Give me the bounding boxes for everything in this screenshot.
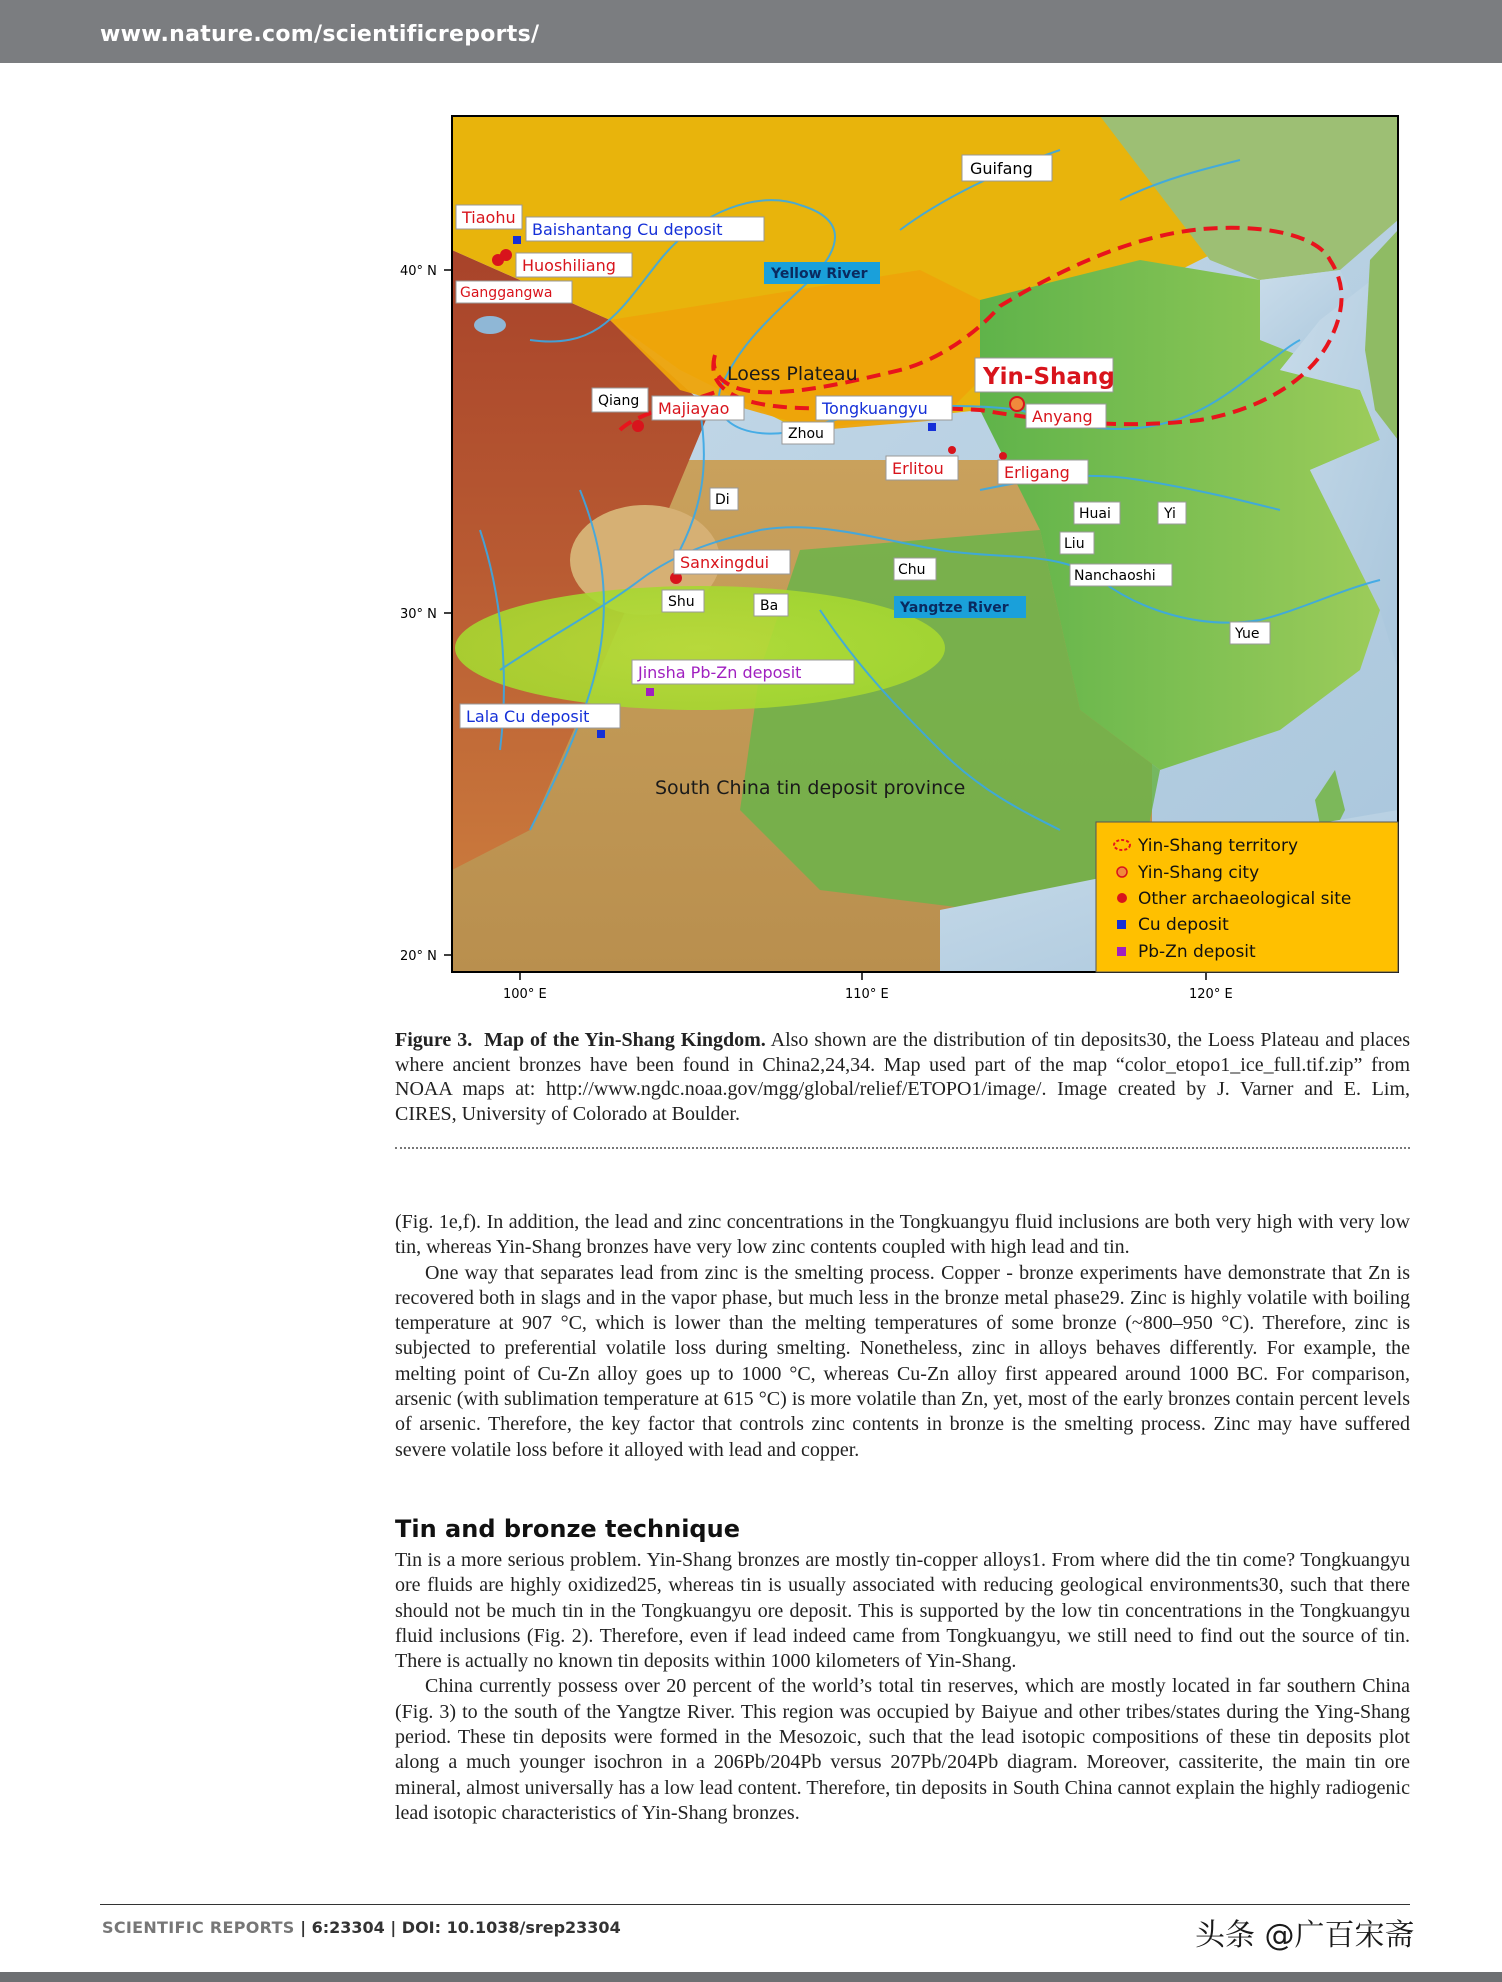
label-huai: Huai <box>1079 506 1111 522</box>
label-zhou: Zhou <box>788 426 824 442</box>
label-huoshiliang: Huoshiliang <box>522 256 616 275</box>
caption-text: Also shown are the distribution of tin deposits30, the Loess Plateau and places where ancient bronzes have been found in China2,24,34. Map used part of the map “color_etopo1_ice_full.tif.zip” from NOAA maps at: http://www.ngdc.noaa.gov/mgg/global/relief/ETOPO1/image/. Image created by J. Varner and E. Lim, CIRES, University of Colorado at Boulder. <box>395 1029 1410 1125</box>
label-chu: Chu <box>898 562 926 578</box>
label-ganggangwa: Ganggangwa <box>460 285 553 301</box>
label-tiaohu: Tiaohu <box>462 208 516 227</box>
legend-pbzn: Pb-Zn deposit <box>1138 942 1256 962</box>
axis-lat-20: 20° N <box>400 949 437 964</box>
axis-lon-110: 110° E <box>845 987 889 1002</box>
jinsha-marker <box>646 688 654 696</box>
footer-citation <box>102 1918 621 1937</box>
axis-lat-30: 30° N <box>400 607 437 622</box>
bottom-bar <box>0 1972 1502 1982</box>
huoshiliang-marker <box>500 249 512 261</box>
label-guifang: Guifang <box>970 159 1033 178</box>
footer-doi: | 6:23304 | DOI: 10.1038/srep23304 <box>294 1918 621 1937</box>
label-loess-plateau: Loess Plateau <box>727 363 858 385</box>
label-nanchaoshi: Nanchaoshi <box>1074 568 1156 584</box>
label-yi: Yi <box>1164 506 1176 522</box>
baishantang-marker <box>513 236 521 244</box>
label-baishantang: Baishantang Cu deposit <box>532 220 723 239</box>
footer-journal: SCIENTIFIC REPORTS <box>102 1918 295 1937</box>
label-yin-shang: Yin-Shang <box>983 364 1115 390</box>
majiayao-marker <box>632 420 644 432</box>
axis-lat-40: 40° N <box>400 264 437 279</box>
legend-other-site: Other archaeological site <box>1138 889 1352 909</box>
label-erlitou: Erlitou <box>892 459 944 478</box>
map-legend <box>1096 822 1398 972</box>
tongkuangyu-marker <box>928 423 936 431</box>
label-majiayao: Majiayao <box>658 399 730 418</box>
anyang-marker <box>1010 397 1024 411</box>
label-anyang: Anyang <box>1032 407 1093 426</box>
erlitou-marker <box>948 446 956 454</box>
label-sanxingdui: Sanxingdui <box>680 553 770 572</box>
label-yellow-river: Yellow River <box>771 266 868 282</box>
legend-cu: Cu deposit <box>1138 915 1229 935</box>
label-tongkuangyu: Tongkuangyu <box>822 399 928 418</box>
label-erligang: Erligang <box>1004 463 1070 482</box>
label-liu: Liu <box>1064 536 1085 552</box>
header-bar <box>0 0 1502 63</box>
caption-title: Map of the Yin-Shang Kingdom. <box>484 1029 766 1051</box>
label-di: Di <box>715 492 730 508</box>
label-tin-province: South China tin deposit province <box>655 777 966 799</box>
axis-lon-100: 100° E <box>503 987 547 1002</box>
journal-url[interactable]: www.nature.com/scientificreports/ <box>100 22 540 47</box>
caption-label: Figure 3. <box>395 1029 473 1051</box>
paragraph-2: One way that separates lead from zinc is the smelting process. Copper - bronze experiments have demonstrate that Zn is recovered both in slags and in the vapor phase, but much less in the bronze metal phase29. Zinc is highly volatile with boiling temperature at 907 °C, which is lower than the melting temperatures of some bronze (~800–950 °C). Therefore, zinc is subjected to preferential volatile loss during smelting. Nonetheless, zinc in alloys behaves differently. For example, the melting point of Cu-Zn alloy goes up to 1000 °C, whereas Cu-Zn alloy first appeared around 1000 BC. For comparison, arsenic (with sublimation temperature at 615 °C) is more volatile than Zn, yet, most of the early bronzes contain percent levels of arsenic. Therefore, the key factor that controls zinc contents in bronze is the smelting process. Zinc may have suffered severe volatile loss before it alloyed with lead and copper. <box>395 1261 1410 1461</box>
body-section-1 <box>395 1210 1410 1463</box>
body-section-2 <box>395 1548 1410 1826</box>
axis-lon-120: 120° E <box>1189 987 1233 1002</box>
section-heading: Tin and bronze technique <box>395 1515 740 1543</box>
label-qiang: Qiang <box>598 393 640 409</box>
legend-territory: Yin-Shang territory <box>1138 836 1299 856</box>
caption-divider <box>395 1147 1410 1149</box>
label-ba: Ba <box>760 598 779 614</box>
label-lala: Lala Cu deposit <box>466 707 590 726</box>
legend-city: Yin-Shang city <box>1138 863 1260 883</box>
label-yangtze-river: Yangtze River <box>900 600 1009 616</box>
erligang-marker <box>999 452 1007 460</box>
label-shu: Shu <box>668 594 695 610</box>
footer-rule <box>100 1904 1410 1905</box>
figure-map <box>380 110 1410 1020</box>
label-yue: Yue <box>1235 626 1260 642</box>
paragraph-1: (Fig. 1e,f). In addition, the lead and zinc concentrations in the Tongkuangyu fluid inclusions are both very high with very low tin, whereas Yin-Shang bronzes have very low zinc contents coupled with high lead and tin. <box>395 1211 1410 1259</box>
paragraph-3: Tin is a more serious problem. Yin-Shang bronzes are mostly tin-copper alloys1. From where did the tin come? Tongkuangyu ore fluids are highly oxidized25, whereas tin is usually associated with reducing geological environments30, such that there should not be much tin in the Tongkuangyu ore deposit. This is supported by the low tin concentrations in the Tongkuangyu fluid inclusions (Fig. 2). Therefore, even if lead indeed came from Tongkuangyu, we still need to find out the source of tin. There is actually no known tin deposits within 1000 kilometers of Yin-Shang. <box>395 1549 1410 1673</box>
paragraph-4: China currently possess over 20 percent of the world’s total tin reserves, which are mostly located in far southern China (Fig. 3) to the south of the Yangtze River. This region was occupied by Baiyue and other tribes/states during the Ying-Shang period. These tin deposits were formed in the Mesozoic, such that the lead isotopic compositions of these tin deposits plot along a much younger isochron in a 206Pb/204Pb versus 207Pb/204Pb diagram. Moreover, cassiterite, the main tin ore mineral, almost universally has a low lead content. Therefore, tin deposits in South China cannot explain the highly radiogenic lead isotopic characteristics of Yin-Shang bronzes. <box>395 1675 1410 1824</box>
label-jinsha: Jinsha Pb-Zn deposit <box>638 663 802 682</box>
lala-marker <box>597 730 605 738</box>
figure-caption <box>395 1028 1410 1126</box>
watermark-text: 头条 @广百宋斋 <box>1195 1918 1415 1953</box>
